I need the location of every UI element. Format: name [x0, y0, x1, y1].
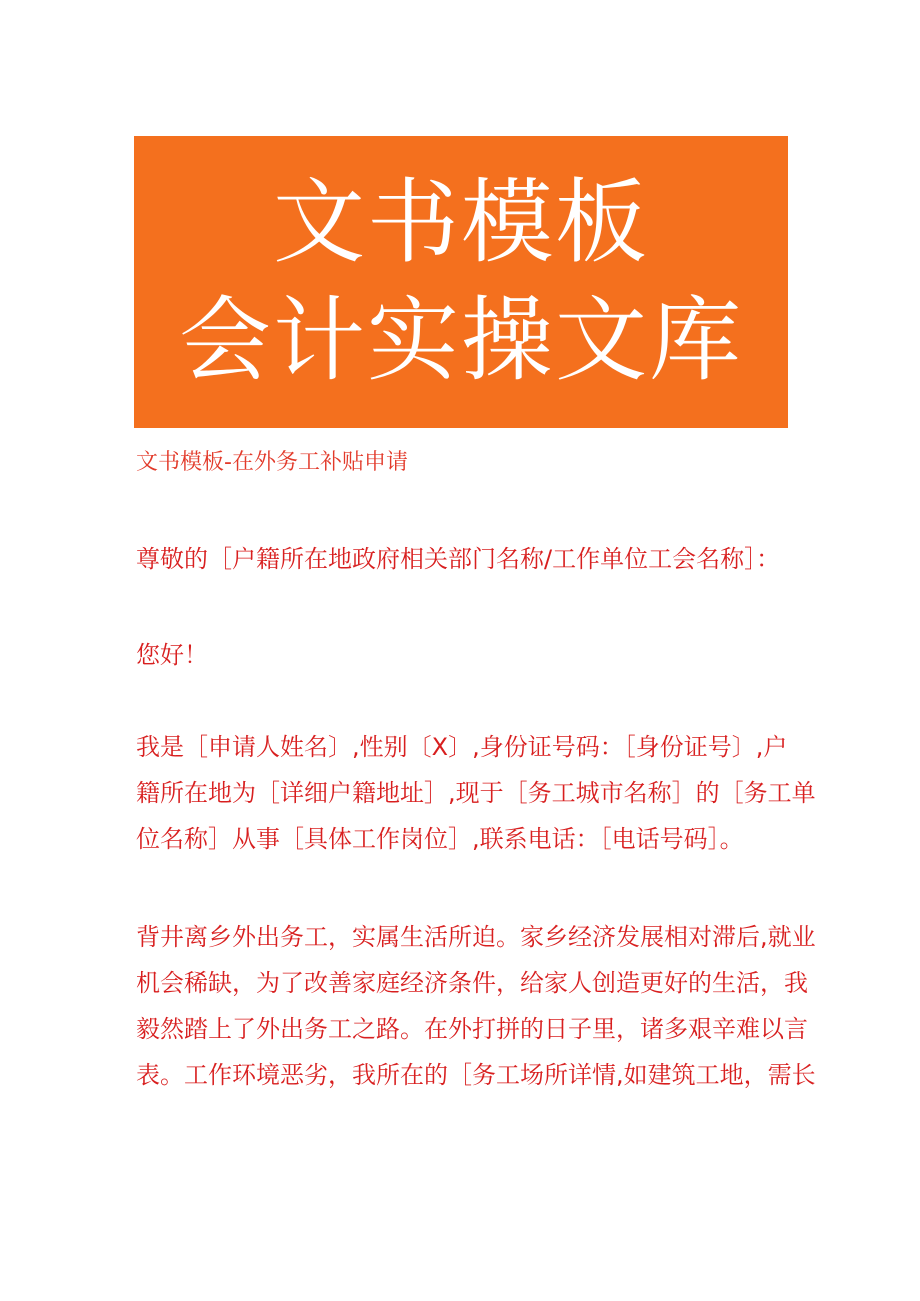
- paragraph-line: 毅然踏上了外出务工之路。在外打拼的日子里，诸多艰辛难以言: [136, 1015, 808, 1043]
- paragraph-line: 我是［申请人姓名〕,性别〔X〕,身份证号码：［身份证号〕,户: [136, 733, 788, 761]
- paragraph-line: 背井离乡外出务工，实属生活所迫。家乡经济发展相对滞后,就业: [136, 923, 816, 951]
- document-title: 文书模板-在外务工补贴申请: [136, 450, 408, 475]
- paragraph-line: 机会稀缺，为了改善家庭经济条件，给家人创造更好的生活，我: [136, 969, 808, 997]
- paragraph-line: 表。工作环境恶劣，我所在的［务工场所详情,如建筑工地，需长: [136, 1061, 816, 1089]
- salutation: [136, 536, 790, 582]
- header-banner: [134, 136, 788, 428]
- paragraph-background: [136, 914, 816, 1098]
- greeting: [136, 632, 790, 678]
- paragraph-applicant-info: [136, 724, 816, 862]
- banner-title-line2: 会计实操文库: [178, 287, 743, 394]
- paragraph-line: 位名称］从事［具体工作岗位］,联系电话：［电话号码］。: [136, 825, 744, 853]
- greeting-text: 您好！: [136, 641, 208, 669]
- salutation-text: 尊敬的［户籍所在地政府相关部门名称/工作单位工会名称］：: [136, 545, 781, 573]
- banner-title-line1: 文书模板: [272, 169, 649, 276]
- paragraph-line: 籍所在地为［详细户籍地址］,现于［务工城市名称］的［务工单: [136, 779, 816, 807]
